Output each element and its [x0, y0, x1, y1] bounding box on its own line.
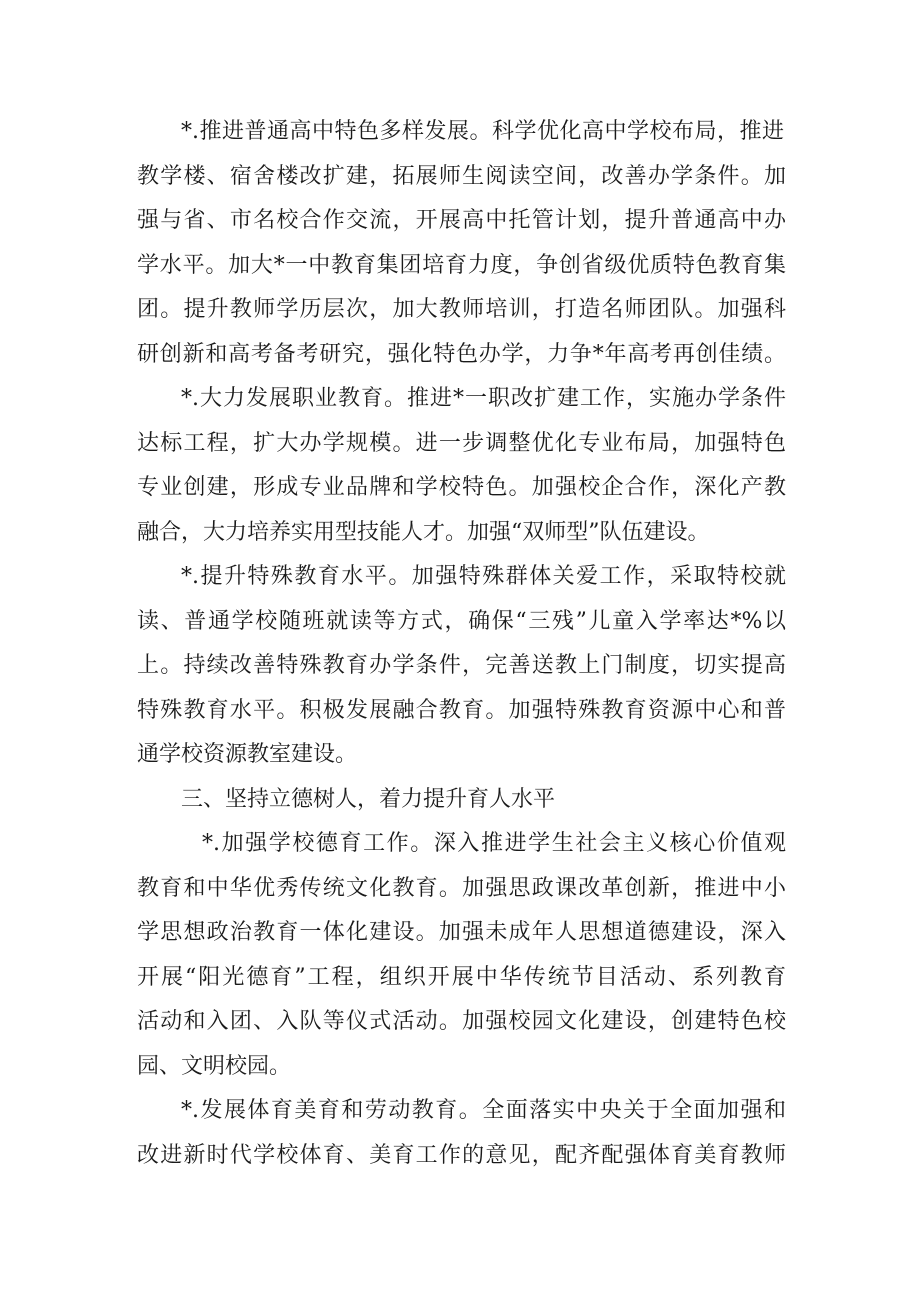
text-line: *.发展体育美育和劳动教育。全面落实中央关于全面加强和: [181, 1098, 786, 1123]
text-line: 学思想政治教育一体化建设。加强未成年人思想道德建设，深入: [137, 920, 786, 945]
text-line: 融合，大力培养实用型技能人才。加强“双师型”队伍建设。: [137, 520, 710, 545]
text-line: 开展“阳光德育”工程，组织开展中华传统节目活动、系列教育: [137, 965, 786, 990]
text-line: 专业创建，形成专业品牌和学校特色。加强校企合作，深化产教: [137, 475, 786, 500]
text-line: 上。持续改善特殊教育办学条件，完善送教上门制度，切实提高: [137, 653, 786, 678]
text-line: 通学校资源教室建设。: [137, 742, 358, 767]
text-line: 团。提升教师学历层次，加大教师培训，打造名师团队。加强科: [137, 297, 786, 322]
text-line: *.提升特殊教育水平。加强特殊群体关爱工作，采取特校就: [181, 564, 786, 589]
text-line: 活动和入团、入队等仪式活动。加强校园文化建设，创建特色校: [137, 1009, 786, 1034]
text-line: 研创新和高考备考研究，强化特色办学，力争*年高考再创佳绩。: [137, 342, 786, 367]
text-line: 特殊教育水平。积极发展融合教育。加强特殊教育资源中心和普: [137, 698, 786, 723]
section-heading: 三、坚持立德树人，着力提升育人水平: [181, 787, 556, 812]
text-line: *.加强学校德育工作。深入推进学生社会主义核心价值观: [202, 831, 786, 856]
text-line: *.大力发展职业教育。推进*一职改扩建工作，实施办学条件: [181, 386, 786, 411]
text-line: 教学楼、宿舍楼改扩建，拓展师生阅读空间，改善办学条件。加: [137, 164, 786, 189]
text-line: *.推进普通高中特色多样发展。科学优化高中学校布局，推进: [181, 119, 784, 144]
text-line: 达标工程，扩大办学规模。进一步调整优化专业布局，加强特色: [137, 431, 786, 456]
text-line: 教育和中华优秀传统文化教育。加强思政课改革创新，推进中小: [137, 876, 786, 901]
text-line: 改进新时代学校体育、美育工作的意见，配齐配强体育美育教师: [137, 1143, 786, 1168]
text-line: 园、文明校园。: [137, 1054, 292, 1079]
text-line: 读、普通学校随班就读等方式，确保“三残”儿童入学率达*%以: [137, 609, 786, 634]
text-line: 强与省、市名校合作交流，开展高中托管计划，提升普通高中办: [137, 208, 786, 233]
text-line: 学水平。加大*一中教育集团培育力度，争创省级优质特色教育集: [137, 253, 786, 278]
